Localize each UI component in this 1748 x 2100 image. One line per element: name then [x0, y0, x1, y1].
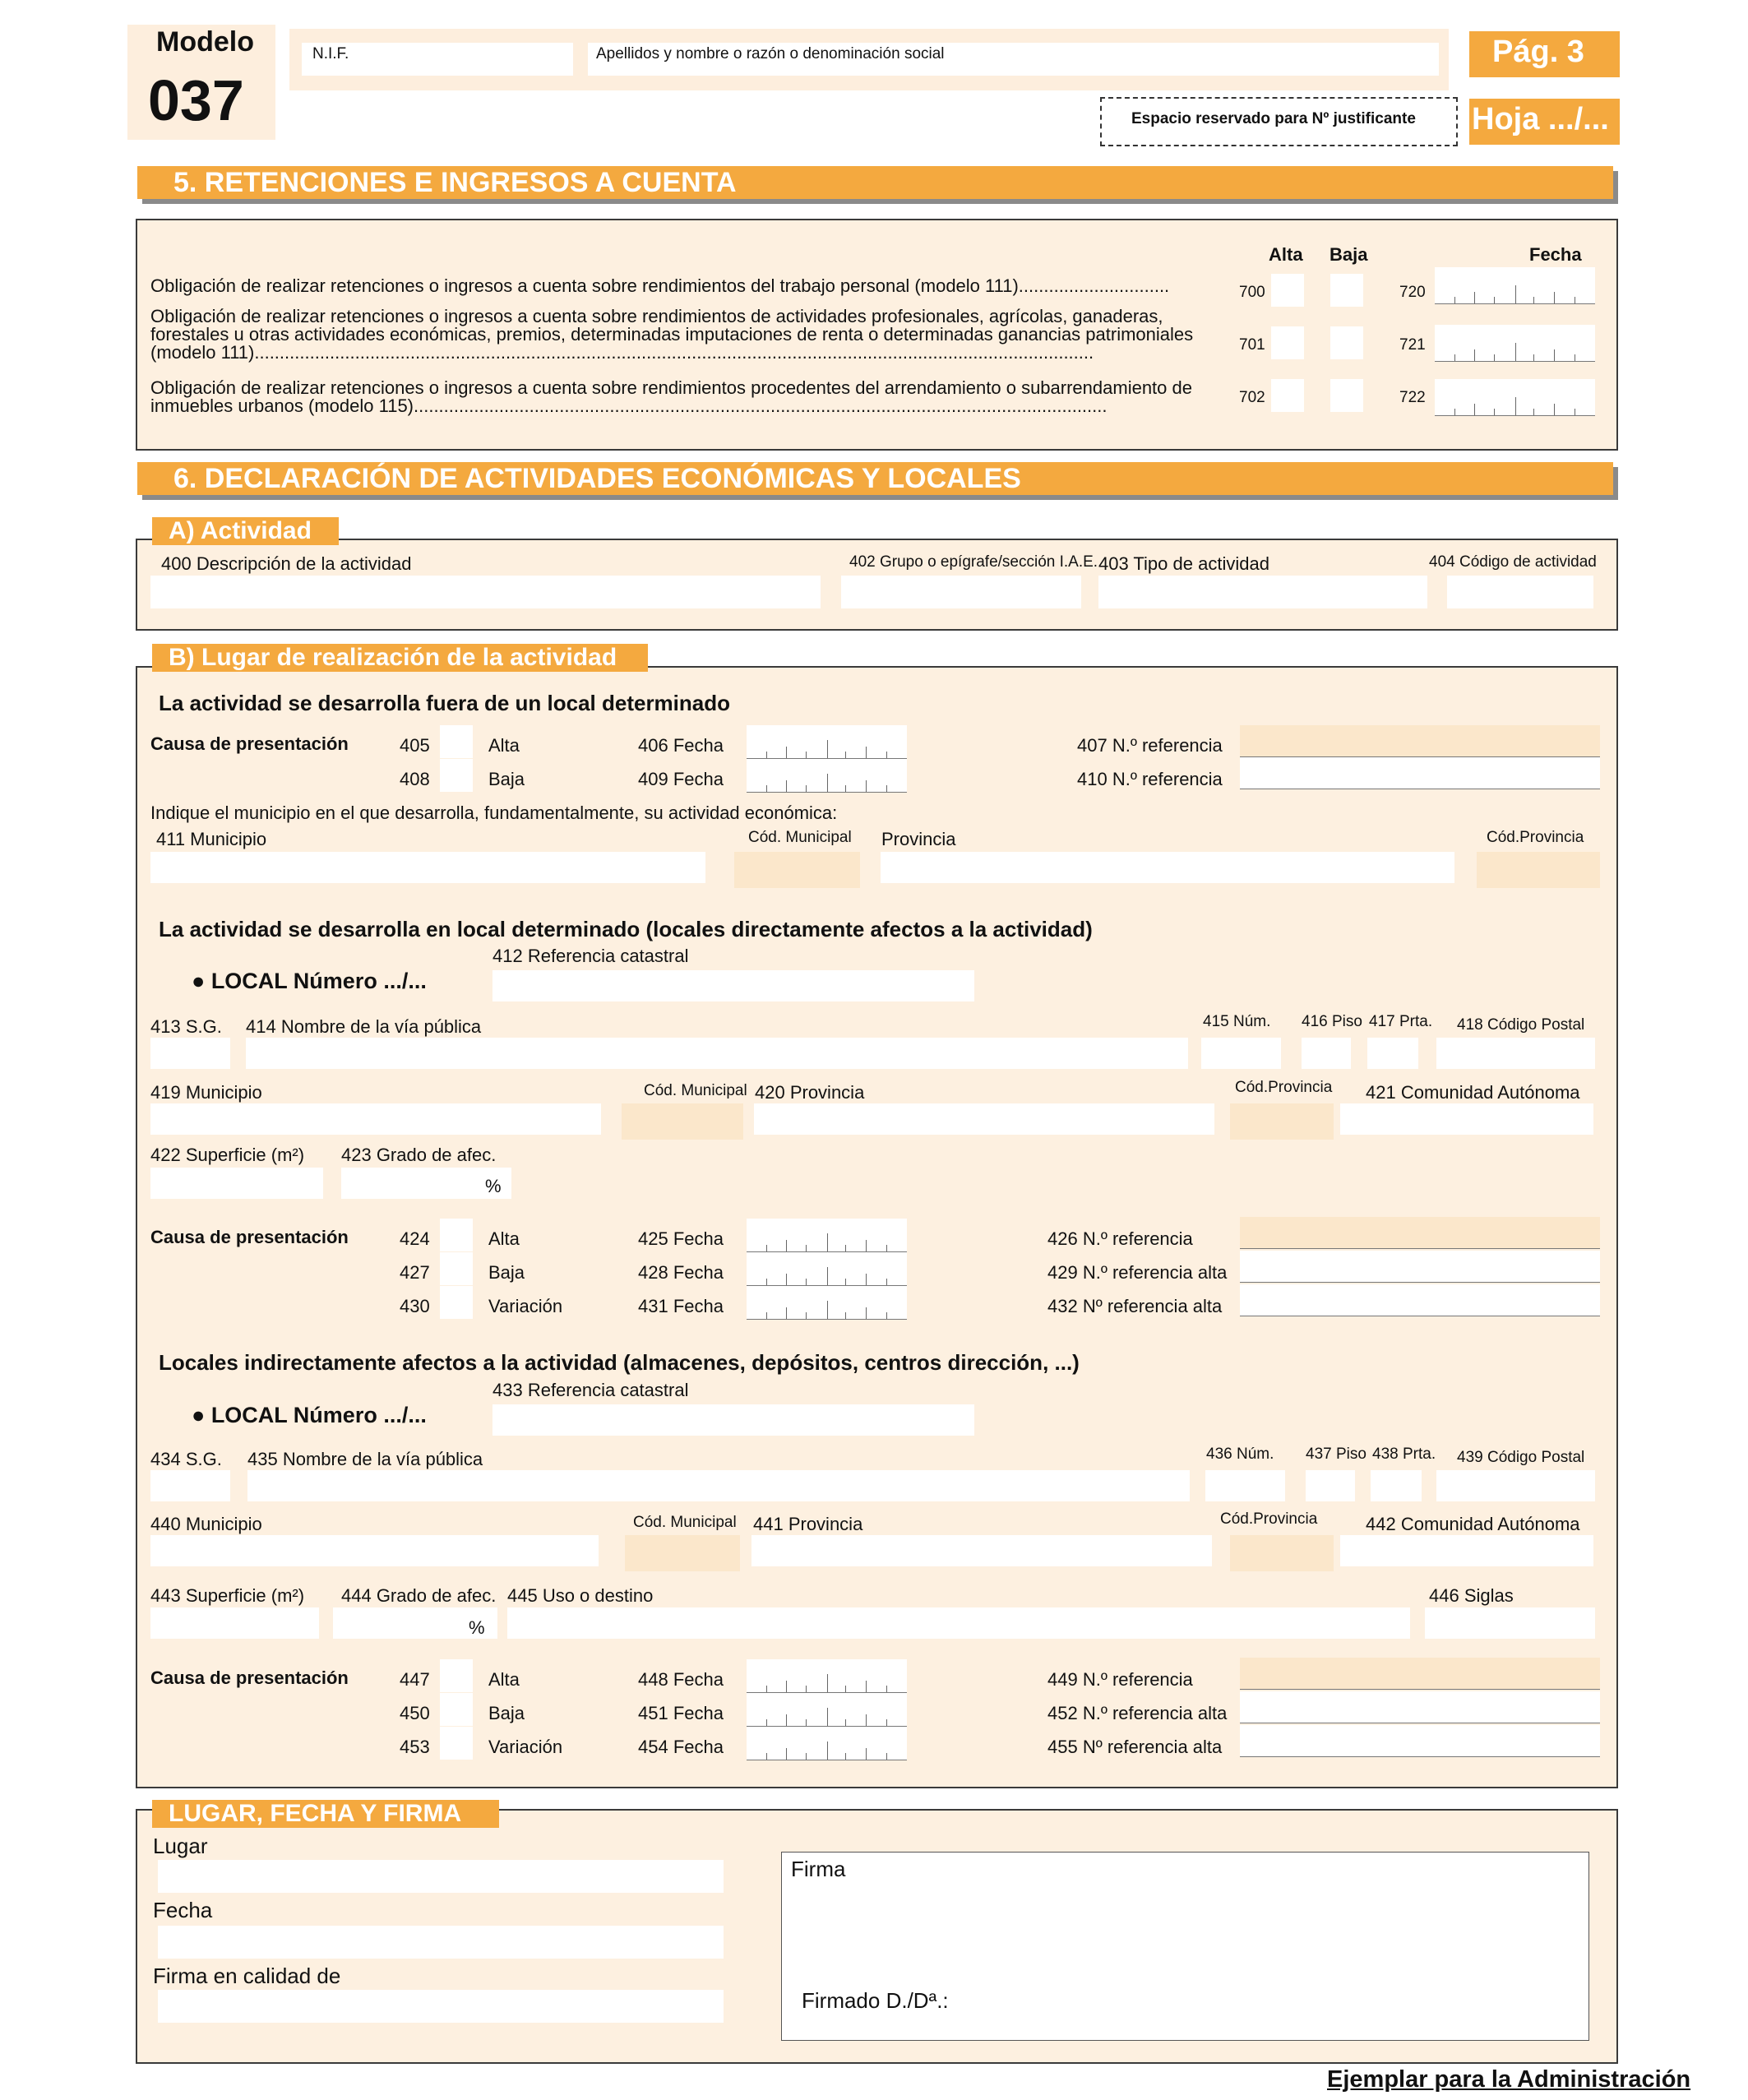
checkbox-427[interactable]: [440, 1252, 473, 1285]
label-446: 446 Siglas: [1429, 1585, 1514, 1606]
label-420: 420 Provincia: [755, 1082, 865, 1103]
label-405-alta: Alta: [488, 735, 520, 756]
label-438: 438 Prta.: [1372, 1445, 1436, 1463]
checkbox-405[interactable]: [440, 725, 473, 758]
firma-label: Firma: [791, 1857, 846, 1881]
label-cod-provincia-2: Cód.Provincia: [1235, 1079, 1333, 1096]
checkbox-702-alta[interactable]: [1271, 379, 1304, 412]
actividad-tab: A) Actividad: [152, 517, 339, 545]
label-407: 407 N.º referencia: [1077, 735, 1223, 756]
field-442[interactable]: [1340, 1535, 1593, 1566]
checkbox-450[interactable]: [440, 1693, 473, 1726]
label-415: 415 Núm.: [1203, 1013, 1271, 1030]
label-414: 414 Nombre de la vía pública: [246, 1016, 482, 1037]
label-448: 448 Fecha: [638, 1669, 724, 1690]
page-label: Pág. 3: [1492, 35, 1584, 69]
field-435[interactable]: [247, 1470, 1190, 1501]
checkbox-700-baja[interactable]: [1330, 274, 1363, 307]
s5-row1-text: Obligación de realizar retenciones o ingresos a cuenta sobre rendimientos del trabajo personal (modelo 111)..............................: [150, 275, 1170, 296]
date-451[interactable]: [747, 1693, 907, 1727]
nif-label: N.I.F.: [312, 45, 349, 62]
code-700: 700: [1239, 284, 1265, 301]
label-423: 423 Grado de afec.: [341, 1145, 497, 1165]
label-430-variacion: Variación: [488, 1296, 563, 1316]
date-425[interactable]: [747, 1219, 907, 1252]
field-407[interactable]: [1240, 725, 1600, 757]
field-402[interactable]: [841, 576, 1081, 608]
firma-tab: LUGAR, FECHA Y FIRMA: [152, 1800, 499, 1828]
hoja-label: Hoja .../...: [1472, 102, 1609, 136]
field-413[interactable]: [150, 1038, 230, 1069]
field-403[interactable]: [1098, 576, 1427, 608]
date-406[interactable]: [747, 725, 907, 759]
label-442: 442 Comunidad Autónoma: [1366, 1514, 1580, 1534]
label-425: 425 Fecha: [638, 1228, 724, 1249]
pct-444: %: [469, 1617, 485, 1638]
checkbox-408[interactable]: [440, 759, 473, 792]
field-446[interactable]: [1425, 1607, 1595, 1639]
col-baja-label: Baja: [1329, 244, 1368, 265]
firmado-label: Firmado D./Dª.:: [802, 1988, 949, 2013]
name-label: Apellidos y nombre o razón o denominación social: [596, 45, 945, 62]
field-cod-municipal-1[interactable]: [734, 852, 860, 888]
label-cod-municipal-3: Cód. Municipal: [633, 1514, 737, 1531]
field-432[interactable]: [1240, 1284, 1600, 1316]
field-438[interactable]: [1371, 1470, 1422, 1501]
fuera-title: La actividad se desarrolla fuera de un local determinado: [159, 691, 731, 715]
section6-title-bar: 6. DECLARACIÓN DE ACTIVIDADES ECONÓMICAS Y LOCALES: [137, 462, 1613, 495]
label-439: 439 Código Postal: [1457, 1449, 1585, 1466]
date-722[interactable]: [1435, 379, 1595, 416]
field-cod-municipal-3[interactable]: [625, 1535, 740, 1571]
indique-text: Indique el municipio en el que desarrolla, fundamentalmente, su actividad económica:: [150, 803, 838, 823]
label-434: 434 S.G.: [150, 1449, 222, 1469]
label-447-alta: Alta: [488, 1669, 520, 1690]
label-422: 422 Superficie (m²): [150, 1145, 305, 1165]
checkbox-424[interactable]: [440, 1219, 473, 1251]
s5-row3-line2: inmuebles urbanos (modelo 115)..........................................................................................................................................: [150, 395, 1108, 416]
label-421: 421 Comunidad Autónoma: [1366, 1082, 1580, 1103]
footer-copy-label: Ejemplar para la Administración: [1327, 2066, 1691, 2093]
field-cod-provincia-2[interactable]: [1230, 1103, 1334, 1140]
label-413: 413 S.G.: [150, 1016, 222, 1037]
checkbox-430[interactable]: [440, 1286, 473, 1319]
s5-row2-line3: (modelo 111).......................................................................................................................................................................: [150, 342, 1094, 363]
code-447: 447: [400, 1669, 430, 1690]
code-453: 453: [400, 1737, 430, 1757]
date-409[interactable]: [747, 759, 907, 793]
label-cod-provincia-1: Cód.Provincia: [1487, 829, 1584, 846]
label-416: 416 Piso: [1302, 1013, 1362, 1030]
field-provincia-1[interactable]: [881, 852, 1454, 883]
calidad-label: Firma en calidad de: [153, 1964, 341, 1988]
field-416[interactable]: [1302, 1038, 1351, 1069]
field-452[interactable]: [1240, 1691, 1600, 1723]
col-fecha-label: Fecha: [1529, 244, 1582, 265]
label-cod-municipal-1: Cód. Municipal: [748, 829, 852, 846]
label-441: 441 Provincia: [753, 1514, 863, 1534]
indirect-title: Locales indirectamente afectos a la actividad (almacenes, depósitos, centros dirección, ...): [159, 1350, 1080, 1375]
label-432: 432 Nº referencia alta: [1047, 1296, 1223, 1316]
label-409: 409 Fecha: [638, 769, 724, 789]
checkbox-447[interactable]: [440, 1659, 473, 1692]
s5-row3-line1: Obligación de realizar retenciones o ingresos a cuenta sobre rendimientos procedentes del arrendamiento o subarrendamiento de: [150, 377, 1192, 398]
label-429: 429 N.º referencia alta: [1047, 1262, 1228, 1283]
checkbox-701-baja[interactable]: [1330, 326, 1363, 359]
label-408-baja: Baja: [488, 769, 525, 789]
label-402: 402 Grupo o epígrafe/sección I.A.E.: [849, 553, 1098, 571]
field-410[interactable]: [1240, 757, 1600, 789]
label-406: 406 Fecha: [638, 735, 724, 756]
label-433: 433 Referencia catastral: [492, 1380, 689, 1400]
modelo-number: 037: [148, 68, 244, 132]
local-numero-1: ● LOCAL Número .../...: [192, 969, 427, 993]
label-449: 449 N.º referencia: [1047, 1669, 1193, 1690]
label-400: 400 Descripción de la actividad: [161, 553, 412, 574]
field-414[interactable]: [246, 1038, 1188, 1069]
code-722: 722: [1399, 389, 1426, 406]
code-720: 720: [1399, 284, 1426, 301]
lugar-label: Lugar: [153, 1834, 208, 1858]
lugar-tab: B) Lugar de realización de la actividad: [152, 644, 648, 672]
label-440: 440 Municipio: [150, 1514, 262, 1534]
local-numero-2: ● LOCAL Número .../...: [192, 1403, 427, 1427]
field-429[interactable]: [1240, 1251, 1600, 1283]
label-431: 431 Fecha: [638, 1296, 724, 1316]
code-701: 701: [1239, 336, 1265, 354]
date-720[interactable]: [1435, 267, 1595, 304]
label-427-baja: Baja: [488, 1262, 525, 1283]
col-alta-label: Alta: [1269, 244, 1303, 265]
field-443[interactable]: [150, 1607, 319, 1639]
code-405: 405: [400, 735, 430, 756]
field-404[interactable]: [1447, 576, 1593, 608]
label-provincia-1: Provincia: [881, 829, 956, 849]
label-444: 444 Grado de afec.: [341, 1585, 497, 1606]
label-428: 428 Fecha: [638, 1262, 724, 1283]
field-420[interactable]: [754, 1103, 1214, 1135]
field-411[interactable]: [150, 852, 705, 883]
label-412: 412 Referencia catastral: [492, 946, 689, 966]
date-454[interactable]: [747, 1727, 907, 1760]
label-452: 452 N.º referencia alta: [1047, 1703, 1228, 1723]
label-435: 435 Nombre de la vía pública: [247, 1449, 483, 1469]
field-cod-provincia-1[interactable]: [1477, 852, 1600, 888]
label-424-alta: Alta: [488, 1228, 520, 1249]
label-419: 419 Municipio: [150, 1082, 262, 1103]
pct-423: %: [485, 1176, 502, 1196]
causa-label-2: Causa de presentación: [150, 1227, 349, 1247]
section5-title-bar: 5. RETENCIONES E INGRESOS A CUENTA: [137, 166, 1613, 199]
field-418[interactable]: [1436, 1038, 1595, 1069]
field-417[interactable]: [1367, 1038, 1418, 1069]
date-721[interactable]: [1435, 325, 1595, 362]
causa-label-3: Causa de presentación: [150, 1668, 349, 1688]
field-cod-provincia-3[interactable]: [1230, 1535, 1334, 1571]
field-400[interactable]: [150, 576, 821, 608]
label-443: 443 Superficie (m²): [150, 1585, 305, 1606]
label-436: 436 Núm.: [1206, 1445, 1274, 1463]
field-412[interactable]: [492, 970, 974, 1001]
label-410: 410 N.º referencia: [1077, 769, 1223, 789]
label-454: 454 Fecha: [638, 1737, 724, 1757]
code-427: 427: [400, 1262, 430, 1283]
field-433[interactable]: [492, 1404, 974, 1436]
checkbox-700-alta[interactable]: [1271, 274, 1304, 307]
label-403: 403 Tipo de actividad: [1098, 553, 1269, 574]
date-431[interactable]: [747, 1286, 907, 1320]
s5-row2-line1: Obligación de realizar retenciones o ingresos a cuenta sobre rendimientos de actividades profesionales, agrícolas, ganaderas,: [150, 306, 1163, 326]
label-450-baja: Baja: [488, 1703, 525, 1723]
date-448[interactable]: [747, 1659, 907, 1693]
fecha-field[interactable]: [158, 1926, 724, 1959]
label-453-variacion: Variación: [488, 1737, 563, 1757]
checkbox-702-baja[interactable]: [1330, 379, 1363, 412]
calidad-field[interactable]: [158, 1990, 724, 2023]
date-428[interactable]: [747, 1252, 907, 1286]
label-451: 451 Fecha: [638, 1703, 724, 1723]
label-404: 404 Código de actividad: [1429, 553, 1597, 571]
field-439[interactable]: [1436, 1470, 1595, 1501]
label-411: 411 Municipio: [156, 829, 267, 849]
field-426[interactable]: [1240, 1217, 1600, 1249]
label-417: 417 Prta.: [1369, 1013, 1433, 1030]
code-702: 702: [1239, 389, 1265, 406]
field-421[interactable]: [1340, 1103, 1593, 1135]
field-437[interactable]: [1306, 1470, 1355, 1501]
local-numero-1-text: LOCAL Número .../...: [210, 969, 427, 993]
field-455[interactable]: [1240, 1725, 1600, 1757]
field-441[interactable]: [751, 1535, 1212, 1566]
modelo-label: Modelo: [156, 26, 254, 58]
label-426: 426 N.º referencia: [1047, 1228, 1193, 1249]
code-721: 721: [1399, 336, 1426, 354]
code-430: 430: [400, 1296, 430, 1316]
reserved-label: Espacio reservado para Nº justificante: [1131, 110, 1416, 127]
field-434[interactable]: [150, 1470, 230, 1501]
causa-label-1: Causa de presentación: [150, 733, 349, 754]
s5-row2-line2: forestales u otras actividades económicas, premios, determinadas imputaciones de renta o determinadas ganancias patrimoniales: [150, 324, 1194, 345]
field-415[interactable]: [1201, 1038, 1281, 1069]
lugar-field[interactable]: [158, 1860, 724, 1893]
label-cod-municipal-2: Cód. Municipal: [644, 1082, 747, 1099]
field-cod-municipal-2[interactable]: [622, 1103, 743, 1140]
local-numero-2-text: LOCAL Número .../...: [210, 1403, 427, 1427]
field-422[interactable]: [150, 1168, 323, 1199]
label-418: 418 Código Postal: [1457, 1016, 1585, 1034]
field-449[interactable]: [1240, 1658, 1600, 1690]
checkbox-453[interactable]: [440, 1727, 473, 1760]
code-450: 450: [400, 1703, 430, 1723]
field-419[interactable]: [150, 1103, 601, 1135]
code-424: 424: [400, 1228, 430, 1249]
code-408: 408: [400, 769, 430, 789]
checkbox-701-alta[interactable]: [1271, 326, 1304, 359]
field-445[interactable]: [507, 1607, 1410, 1639]
field-440[interactable]: [150, 1535, 599, 1566]
fecha-label: Fecha: [153, 1898, 213, 1922]
label-cod-provincia-3: Cód.Provincia: [1220, 1510, 1318, 1528]
label-437: 437 Piso: [1306, 1445, 1366, 1463]
field-436[interactable]: [1205, 1470, 1285, 1501]
label-445: 445 Uso o destino: [507, 1585, 654, 1606]
local-title: La actividad se desarrolla en local determinado (locales directamente afectos a la actividad): [159, 917, 1093, 941]
label-455: 455 Nº referencia alta: [1047, 1737, 1223, 1757]
